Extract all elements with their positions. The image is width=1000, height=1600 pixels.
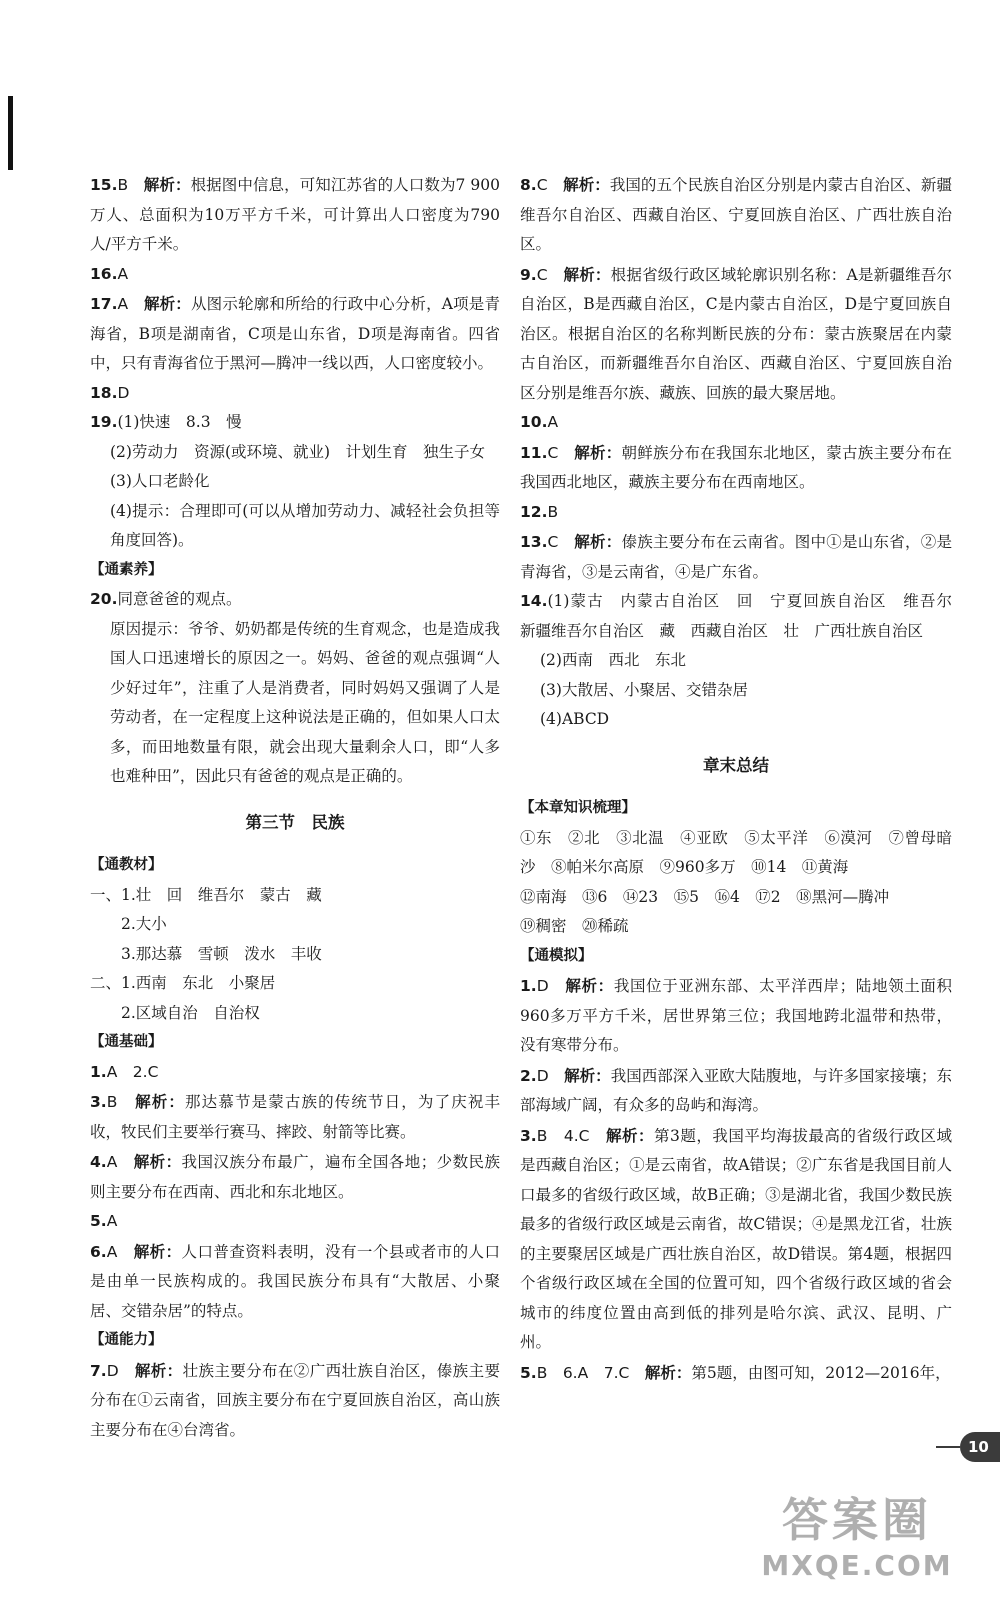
answer-choice: A: [106, 1242, 118, 1261]
q20-reason: 原因提示：爷爷、奶奶都是传统的生育观念，也是造成我国人口迅速增长的原因之一。妈妈、爸爸的观点强调“人少好过年”，注重了人是消费者，同时妈妈又强调了人是劳动者，在一定程度上这种说法是正确的，但如果人口太多，而田地数量有限，就会出现大量剩余人口，即“人多也难种田”，因此只有爸爸的观点是正确的。: [110, 619, 500, 785]
jiaocai-line: 一、1.壮 回 维吾尔 蒙古 藏: [90, 885, 322, 904]
tag-tong-jiaocai: 【通教材】: [90, 857, 163, 873]
answer-choice: C: [547, 443, 559, 462]
answer-item: [90, 1058, 500, 1088]
answer-item: [520, 527, 952, 587]
section-title-minzu: 第三节 民族: [245, 812, 345, 832]
question-number: 5.: [90, 1212, 107, 1230]
page-number: 10: [960, 1432, 1000, 1462]
explanation-label: 解析：: [135, 1092, 186, 1111]
answer-item: [90, 1356, 500, 1446]
answer-item: [90, 1147, 500, 1207]
answer-item: [520, 1061, 952, 1121]
question-number: 15.: [90, 176, 118, 194]
right-column: [520, 170, 968, 1388]
q19-part-1: (1)快速 8.3 慢: [117, 413, 242, 431]
explanation-text: 那达慕节是蒙古族的传统节日，为了庆祝丰收，牧民们主要举行赛马、摔跤、射箭等比赛。: [90, 1093, 500, 1141]
answer-choice: A: [117, 264, 129, 283]
question-number: 17.: [90, 295, 118, 313]
answer-item: [520, 438, 952, 498]
question-number: 4.: [90, 1153, 107, 1171]
explanation-label: 解析：: [134, 1360, 183, 1380]
left-column: [90, 170, 500, 1445]
question-number: 5.: [520, 1363, 537, 1382]
explanation-label: 解析：: [133, 1241, 182, 1261]
q14-part-1: (1)蒙古 内蒙古自治区 回 宁夏回族自治区 维吾尔 新疆维吾尔自治区 藏 西藏自治区 壮 广西壮族自治区: [520, 592, 968, 640]
q19-part-2: (2)劳动力 资源(或环境、就业) 计划生育 独生子女: [110, 442, 486, 461]
jiaocai-line: 2.大小: [90, 915, 167, 933]
explanation-text: 人口普查资料表明，没有一个县或者市的人口是由单一民族构成的。我国民族分布具有“大散居、小聚居、交错杂居”的特点。: [90, 1242, 500, 1320]
shuli-line: ①东 ②北 ③北温 ④亚欧 ⑤太平洋 ⑥漠河 ⑦曾母暗沙 ⑧帕米尔高原 ⑨960多万 ⑩14 ⑪黄海: [520, 828, 952, 876]
question-number: 1.: [90, 1062, 107, 1081]
explanation-label: 解析：: [563, 264, 611, 284]
question-number: 13.: [520, 533, 548, 551]
tag-tong-suyang: 【通素养】: [90, 561, 163, 578]
explanation-label: 解析：: [574, 442, 622, 462]
question-number: 1.: [520, 977, 537, 995]
explanation-text: 根据图中信息，可知江苏省的人口数为7 900万人、总面积为10万平方千米，可计算出人口密度为790人/平方千米。: [90, 176, 500, 253]
question-number: 3.: [90, 1093, 107, 1111]
q14-part-4: (4)ABCD: [540, 710, 610, 728]
question-number: 2.: [520, 1066, 537, 1085]
explanation-label: 解析：: [133, 1152, 182, 1171]
explanation-label: 解析：: [644, 1362, 692, 1382]
section-title-zhangmo: 章末总结: [703, 755, 769, 775]
question-number: 7.: [90, 1361, 107, 1380]
explanation-label: 解析：: [563, 175, 610, 194]
answer-choice: A: [106, 1212, 118, 1230]
answer-choice: A 2.C: [106, 1062, 159, 1081]
answer-choice: A: [547, 413, 559, 431]
question-number: 8.: [520, 176, 537, 194]
jiaocai-answers: [90, 881, 500, 1029]
answer-item: [520, 170, 952, 260]
answer-choice: B: [547, 502, 559, 521]
moni-answers: [520, 971, 952, 1388]
answer-choice: B 6.A 7.C: [536, 1363, 630, 1382]
tag-tong-moni: 【通模拟】: [520, 947, 593, 964]
explanation-label: 解析：: [574, 532, 622, 551]
q20-answer: 同意爸爸的观点。: [117, 590, 242, 608]
scan-edge-mark: [8, 96, 13, 170]
question-number: 19.: [90, 413, 118, 431]
q19-part-3: (3)人口老龄化: [110, 472, 210, 490]
tag-zhishi-shuli: 【本章知识梳理】: [520, 800, 636, 816]
question-20: [90, 585, 500, 792]
answer-item: [520, 260, 952, 409]
jiaocai-line: 二、1.西南 东北 小聚居: [90, 974, 276, 992]
explanation-label: 解析：: [605, 1125, 654, 1145]
q19-part-4: (4)提示：合理即可(可以从增加劳动力、减轻社会负担等角度回答)。: [110, 501, 500, 549]
explanation-text: 我国位于亚洲东部、太平洋西岸；陆地领土面积960多万平方千米，居世界第三位；我国地跨北温带和热带，没有寒带分布。: [520, 977, 952, 1054]
answer-item: [90, 260, 500, 290]
explanation-text: 朝鲜族分布在我国东北地区，蒙古族主要分布在我国西北地区，藏族主要分布在西南地区。: [520, 443, 952, 491]
answer-item: [90, 1237, 500, 1327]
explanation-text: 我国西部深入亚欧大陆腹地，与许多国家接壤；东部海域广阔，有众多的岛屿和海湾。: [520, 1066, 952, 1114]
watermark-title: 答案圈: [782, 1493, 932, 1547]
answer-choice: C: [536, 265, 548, 284]
answer-choice: A: [106, 1153, 118, 1171]
explanation-text: 第3题，我国平均海拔最高的省级行政区域是西藏自治区；①是云南省，故A错误；②广东省是我国目前人口最多的省级行政区域，故B正确；③是湖北省，我国少数民族最多的省级行政区域是云南省，故C错误；④是黑龙江省，壮族的主要聚居区域是广西壮族自治区，故D错误。第4题，根据四个省级行政区域在全国的位置可知，四个省级行政区域的省会城市的纬度位置由高到低的排列是哈尔滨、武汉、昆明、广州。: [520, 1126, 952, 1351]
explanation-text: 根据省级行政区域轮廓识别名称：A是新疆维吾尔自治区，B是西藏自治区，C是内蒙古自治区，D是宁夏回族自治区。根据自治区的名称判断民族的分布：蒙古族聚居在内蒙古自治区，而新疆维吾尔自治区、西藏自治区、宁夏回族自治区分别是维吾尔族、藏族、回族的最大聚居地。: [520, 265, 952, 402]
question-number: 3.: [520, 1126, 537, 1145]
explanation-text: 我国汉族分布最广，遍布全国各地；少数民族则主要分布在西南、西北和东北地区。: [90, 1153, 500, 1201]
question-number: 9.: [520, 265, 537, 284]
question-number: 6.: [90, 1242, 107, 1261]
watermark-url: MXQE.COM: [761, 1549, 953, 1582]
answer-item: [90, 170, 500, 260]
answer-choice: D: [117, 383, 130, 402]
shuli-line: ⑫南海 ⑬6 ⑭23 ⑮5 ⑯4 ⑰2 ⑱黑河—腾冲: [520, 887, 890, 906]
answer-choice: C: [547, 533, 559, 551]
question-number: 16.: [90, 264, 118, 283]
left-answers-top: [90, 170, 500, 408]
answer-item: [520, 1358, 952, 1389]
question-14: [520, 587, 968, 735]
answer-choice: B: [117, 176, 129, 194]
question-number: 12.: [520, 502, 548, 521]
jiaocai-line: 3.那达慕 雪顿 泼水 丰收: [90, 944, 322, 963]
answer-choice: A: [117, 295, 129, 313]
explanation-label: 解析：: [564, 1065, 611, 1085]
question-number: 14.: [520, 592, 548, 610]
jiaocai-line: 2.区域自治 自治权: [90, 1003, 260, 1022]
explanation-label: 解析：: [565, 976, 614, 995]
explanation-label: 解析：: [143, 294, 191, 313]
jichu-answers: [90, 1058, 500, 1327]
watermark-logo: [732, 1492, 982, 1592]
explanation-text: 傣族主要分布在云南省。图中①是山东省，②是青海省，③是云南省，④是广东省。: [520, 533, 952, 581]
answer-item: [90, 289, 500, 379]
question-19: [90, 408, 500, 556]
question-number: 18.: [90, 383, 118, 402]
answer-item: [520, 498, 952, 528]
tag-tong-nengli: 【通能力】: [90, 1332, 163, 1348]
question-number: 20.: [90, 590, 118, 608]
nengli-answers: [90, 1356, 500, 1446]
answer-choice: D: [106, 1361, 119, 1380]
answer-choice: B 4.C: [536, 1126, 590, 1145]
answer-item: [90, 379, 500, 409]
answer-choice: C: [536, 176, 548, 194]
explanation-text: 壮族主要分布在②广西壮族自治区，傣族主要分布在①云南省，回族主要分布在宁夏回族自治区，高山族主要分布在④台湾省。: [90, 1361, 500, 1439]
answer-item: [520, 1121, 952, 1358]
explanation-text: 我国的五个民族自治区分别是内蒙古自治区、新疆维吾尔自治区、西藏自治区、宁夏回族自治区、广西壮族自治区。: [520, 176, 952, 253]
shuli-answers: [520, 824, 952, 942]
shuli-line: ⑲稠密 ⑳稀疏: [520, 917, 629, 935]
answer-item: [90, 1087, 500, 1147]
q14-part-3: (3)大散居、小聚居、交错杂居: [540, 680, 748, 699]
answer-item: [520, 408, 952, 438]
answer-choice: D: [536, 977, 549, 995]
explanation-text: 第5题，由图可知，2012—2016年，: [691, 1363, 951, 1382]
explanation-text: 从图示轮廓和所给的行政中心分析，A项是青海省，B项是湖南省，C项是山东省，D项是海南省。四省中，只有青海省位于黑河—腾冲一线以西，人口密度较小。: [90, 295, 500, 372]
question-number: 11.: [520, 443, 548, 462]
explanation-label: 解析：: [143, 175, 191, 194]
tag-tong-jichu: 【通基础】: [90, 1034, 163, 1050]
right-answers-top: [520, 170, 952, 587]
answer-item: [520, 971, 952, 1061]
answer-choice: D: [536, 1066, 549, 1085]
answer-item: [90, 1207, 500, 1237]
q14-part-2: (2)西南 西北 东北: [540, 651, 686, 669]
question-number: 10.: [520, 413, 548, 431]
answer-choice: B: [106, 1093, 118, 1111]
page-number-rule: [936, 1446, 960, 1448]
